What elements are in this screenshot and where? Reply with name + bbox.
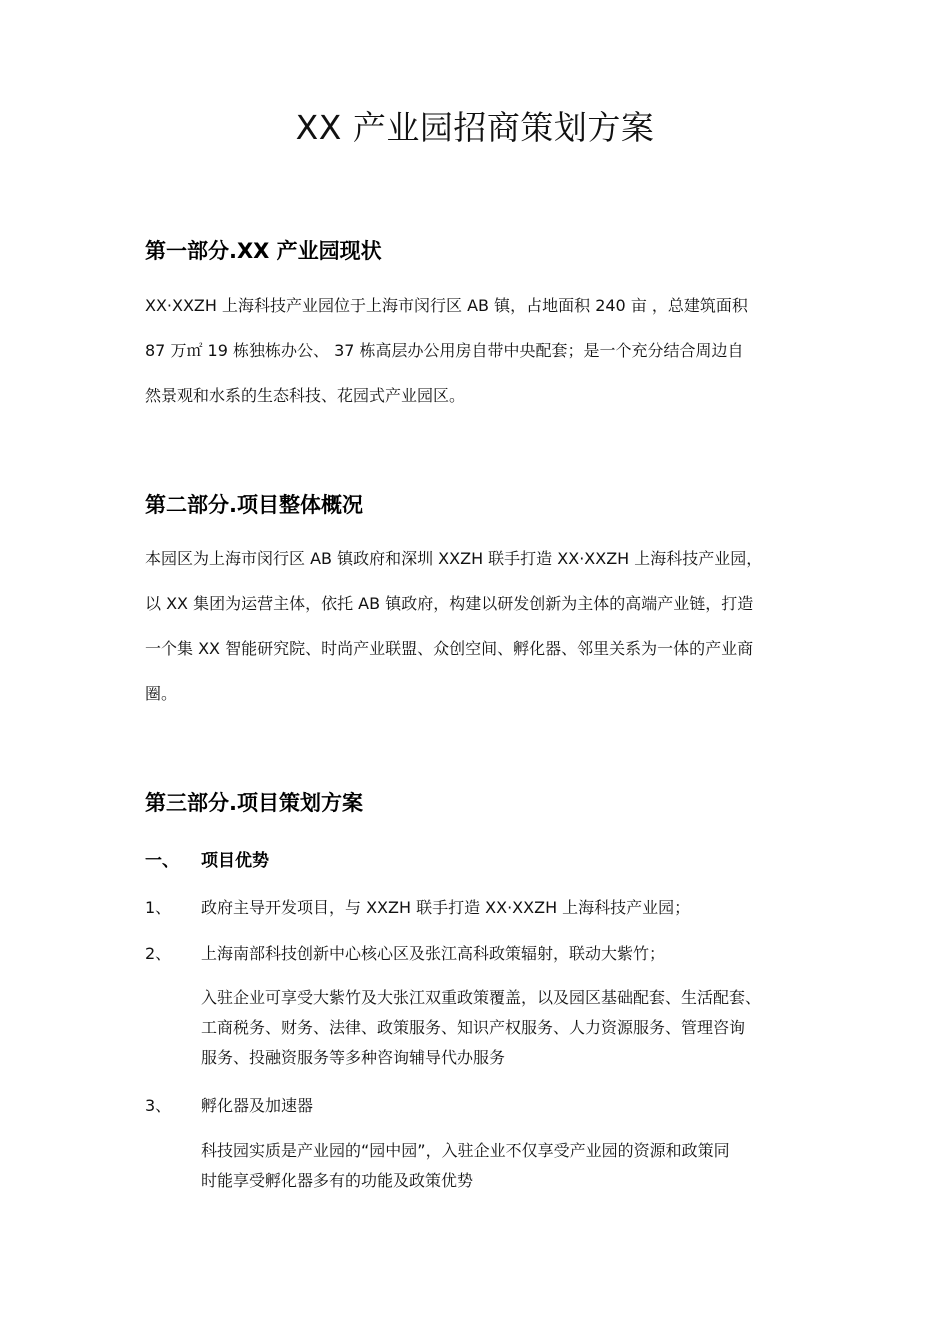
list-item	[145, 944, 665, 964]
section-2-line: 以 XX 集团为运营主体，依托 AB 镇政府，构建以研发创新为主体的高端产业链，打造	[145, 594, 754, 613]
list-item-detail-line: 服务、投融资服务等多种咨询辅导代办服务	[201, 1048, 506, 1067]
section-1-line: 然景观和水系的生态科技、花园式产业园区。	[145, 386, 466, 405]
subsection-title: 项目优势	[201, 851, 269, 871]
list-item-number: 2、	[145, 944, 172, 963]
list-item	[145, 1096, 313, 1116]
section-2-line: 一个集 XX 智能研究院、时尚产业联盟、众创空间、孵化器、邻里关系为一体的产业商	[145, 639, 754, 658]
section-1-line: 87 万㎡ 19 栋独栋办公、 37 栋高层办公用房自带中央配套；是一个充分结合周边自	[145, 341, 744, 360]
section-1-line: XX·XXZH 上海科技产业园位于上海市闵行区 AB 镇，占地面积 240 亩 ，总建筑面积	[145, 296, 748, 315]
subsection-number: 一、	[145, 851, 179, 871]
section-2-line: 圈。	[145, 684, 178, 703]
section-2-line: 本园区为上海市闵行区 AB 镇政府和深圳 XXZH 联手打造 XX·XXZH 上海科技产业园，	[145, 549, 763, 568]
list-item-text: 上海南部科技创新中心核心区及张江高科政策辐射，联动大紫竹；	[201, 944, 666, 963]
list-item-detail-line: 工商税务、财务、法律、政策服务、知识产权服务、人力资源服务、管理咨询	[201, 1018, 746, 1037]
list-item-detail-line: 科技园实质是产业园的“园中园”，入驻企业不仅享受产业园的资源和政策同	[201, 1141, 730, 1160]
subsection-heading	[145, 846, 269, 871]
document-title: XX 产业园招商策划方案	[295, 108, 655, 147]
section-1-heading: 第一部分.XX 产业园现状	[145, 239, 382, 263]
list-item-detail-line: 时能享受孵化器多有的功能及政策优势	[201, 1171, 474, 1190]
list-item-number: 3、	[145, 1096, 172, 1115]
section-3-heading: 第三部分.项目策划方案	[145, 791, 363, 815]
list-item-detail-line: 入驻企业可享受大紫竹及大张江双重政策覆盖，以及园区基础配套、生活配套、	[201, 988, 762, 1007]
list-item-number: 1、	[145, 898, 172, 917]
list-item	[145, 898, 690, 918]
list-item-text: 政府主导开发项目，与 XXZH 联手打造 XX·XXZH 上海科技产业园；	[201, 898, 691, 917]
list-item-text: 孵化器及加速器	[201, 1096, 314, 1115]
section-2-heading: 第二部分.项目整体概况	[145, 493, 363, 517]
